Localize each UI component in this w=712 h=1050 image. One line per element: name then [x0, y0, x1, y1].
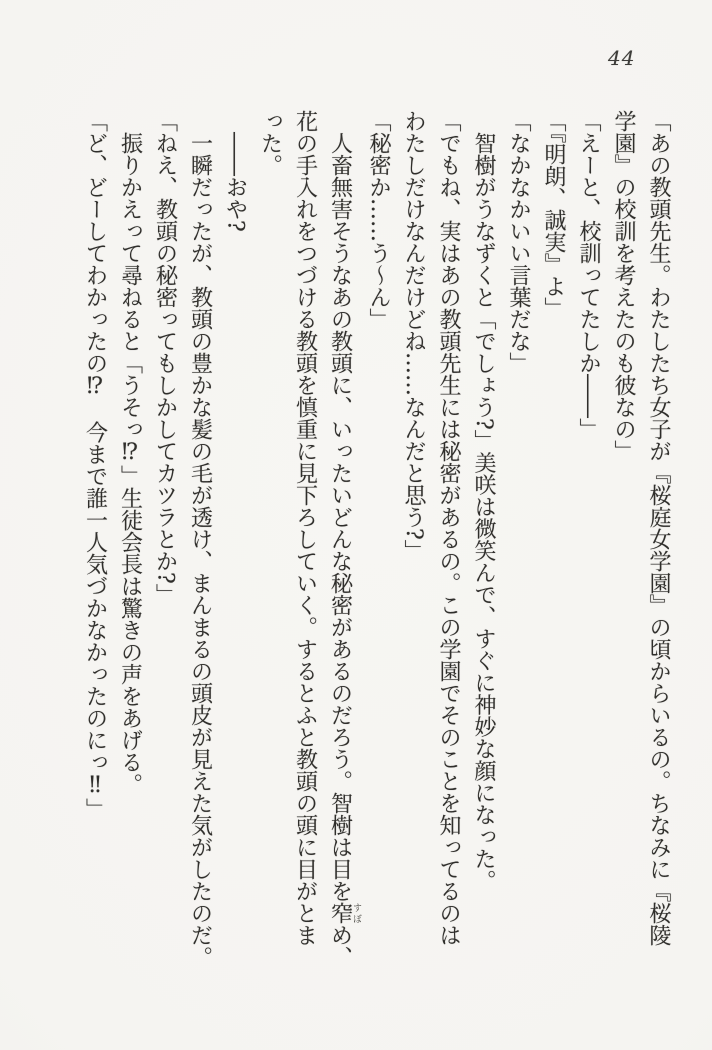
text-column-2: 学園』の校訓を考えたのも彼なの」 [611, 110, 636, 462]
text-column-8: わたしだけなんだけどね……なんだと思う?」 [401, 110, 426, 562]
text-column-7: 「でもね、実はあの教頭先生には秘密があるの。この学園でそのことを知ってるのは [436, 110, 461, 946]
text-column-1: 「あの教頭先生。わたしたち女子が『桜庭女学園』の頃からいるの。ちなみに『桜陵 [646, 110, 671, 946]
text-column-16: 振りかえって尋ねると「うそっ⁉」生徒会長は驚きの声をあげる。 [117, 110, 143, 795]
text-block [81, 110, 676, 1000]
furigana-ruby: 窄すぼ [327, 902, 361, 924]
text-column-4: 「『明朗、誠実』よ」 [541, 110, 566, 319]
text-column-3: 「えーと、校訓ってたしか――」 [576, 110, 601, 440]
text-column-17: 「ど、どーしてわかったの⁉ 今まで誰一人気づかなかったのにっ‼」 [82, 110, 108, 820]
text-column-15: 「ねえ、教頭の秘密ってもしかしてカツラとか?」 [152, 110, 178, 606]
text-column-11: 花の手入れをつづける教頭を慎重に見下ろしていく。するとふと教頭の頭に目がとま [292, 110, 318, 946]
text-column-13: ――おや? [222, 110, 248, 232]
text-column-9: 「秘密か……う〜ん」 [366, 110, 391, 330]
text-column-12: った。 [257, 110, 283, 176]
text-column-5: 「なかなかいい言葉だな」 [506, 110, 531, 374]
text-column-10: 人畜無害そうなあの教頭に、いったいどんな秘密があるのだろう。智樹は目を窄すぼめ、 [327, 110, 361, 968]
text-column-14: 一瞬だったが、教頭の豊かな髪の毛が透け、まんまるの頭皮が見えた気がしたのだ。 [187, 110, 213, 968]
text-column-6: 智樹がうなずくと「でしょう?」美咲は微笑んで、すぐに神妙な顔になった。 [471, 110, 496, 892]
page-number: 44 [608, 46, 636, 70]
